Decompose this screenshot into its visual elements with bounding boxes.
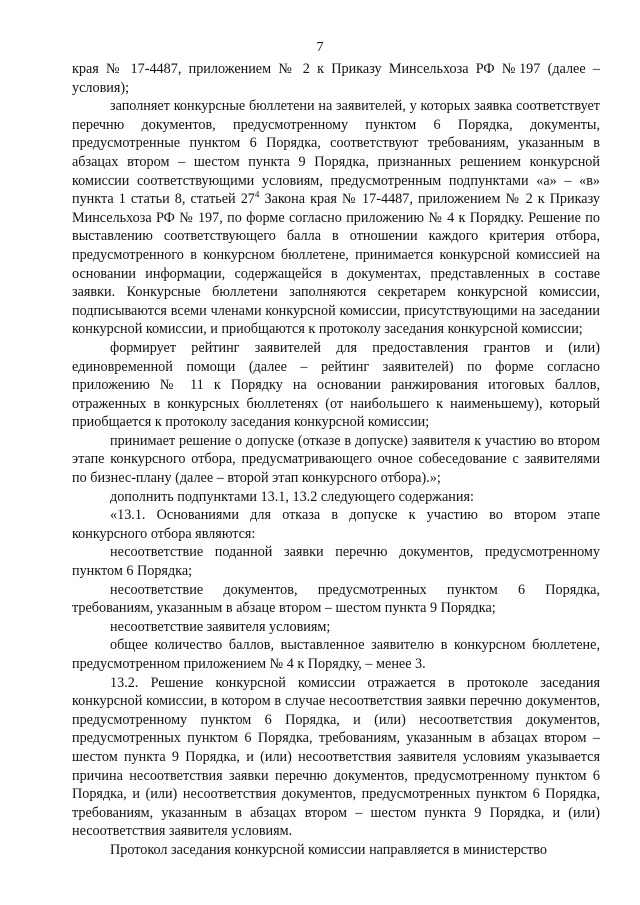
document-body [72,60,600,860]
paragraph-2-part-1: заполняет конкурсные бюллетени на заявителей, у которых заявка соответствует перечню документов, предусмотренному пунктом 6 Порядка, документы, предусмотренные пунктом 6 Порядка, соответствуют требованиям, указанным в абзацах втором – шестом пункта 9 Порядка, признанных решением конкурсной комиссии соответствующими условиям, предусмотренным подпунктами «а» – «в» пункта 1 статьи 8, статьей 27 [72,98,600,208]
paragraph-8: несоответствие документов, предусмотренных пунктом 6 Порядка, требованиям, указанным в абзаце втором – шестом пункта 9 Порядка; [72,581,600,617]
page-number: 7 [316,40,324,55]
paragraph-12: Протокол заседания конкурсной комиссии направляется в министерство [110,841,547,858]
paragraph-4: принимает решение о допуске (отказе в допуске) заявителя к участию во втором этапе конкурсного отбора, предусматривающего очное собеседование с заявителями по бизнес-плану (далее – второй этап конкурсного отбора).»; [72,432,600,487]
paragraph-10: общее количество баллов, выставленное заявителю в конкурсном бюллетене, предусмотренном приложением № 4 к Порядку, – менее 3. [72,637,600,672]
paragraph-11: 13.2. Решение конкурсной комиссии отражается в протоколе заседания конкурсной комиссии, в котором в случае несоответствия заявки перечню документов, предусмотренному пунктом 6 Порядка, и (или) несоответствия документов, предусмотренных пунктом 6 Порядка, требованиям, указанным в абзацах втором – шестом пункта 9 Порядка, и (или) несоответствия заявителя условиям указывается причина несоответствия заявки перечню документов, предусмотренному пунктом 6 Порядка, и (или) несоответствия документов, предусмотренных пунктом 6 Порядка, требованиям, указанным в абзацах втором – шестом пункта 9 Порядка, и (или) несоответствия заявителя условиям. [72,674,600,840]
paragraph-1: края № 17-4487, приложением № 2 к Приказу Минсельхоза РФ №197 (далее – условия); [72,61,600,96]
paragraph-3: формирует рейтинг заявителей для предоставления грантов и (или) единовременной помощи (далее – рейтинг заявителей) по форме согласно приложению № 11 к Порядку на основании ранжирования итоговых баллов, отраженных в конкурсных бюллетенях (от наибольшего к наименьшему), который приобщается к протоколу заседания конкурсной комиссии; [72,339,600,431]
paragraph-2-part-2: Закона края № 17-4487, приложением № 2 к Приказу Минсельхоза РФ № 197, по форме согласно приложению № 4 к Порядку. Решение по выставлению соответствующего балла в отношении каждого критерия отбора, предусмотренного в конкурсном бюллетене, принимается конкурсной комиссией на основании информации, содержащейся в документах, представленных в составе заявки. Конкурсные бюллетени заполняются секретарем конкурсной комиссии, подписываются всеми членами конкурсной комиссии, присутствующими на заседании конкурсной комиссии, и приобщаются к протоколу заседания конкурсной комиссии; [72,191,600,338]
paragraph-5: дополнить подпунктами 13.1, 13.2 следующего содержания: [110,488,474,505]
superscript-4: 4 [254,189,260,200]
paragraph-7: несоответствие поданной заявки перечню документов, предусмотренному пунктом 6 Порядка; [72,544,600,580]
paragraph-9: несоответствие заявителя условиям; [110,618,331,635]
paragraph-2 [72,97,600,339]
paragraph-6: «13.1. Основаниями для отказа в допуске к участию во втором этапе конкурсного отбора являются: [72,507,600,542]
